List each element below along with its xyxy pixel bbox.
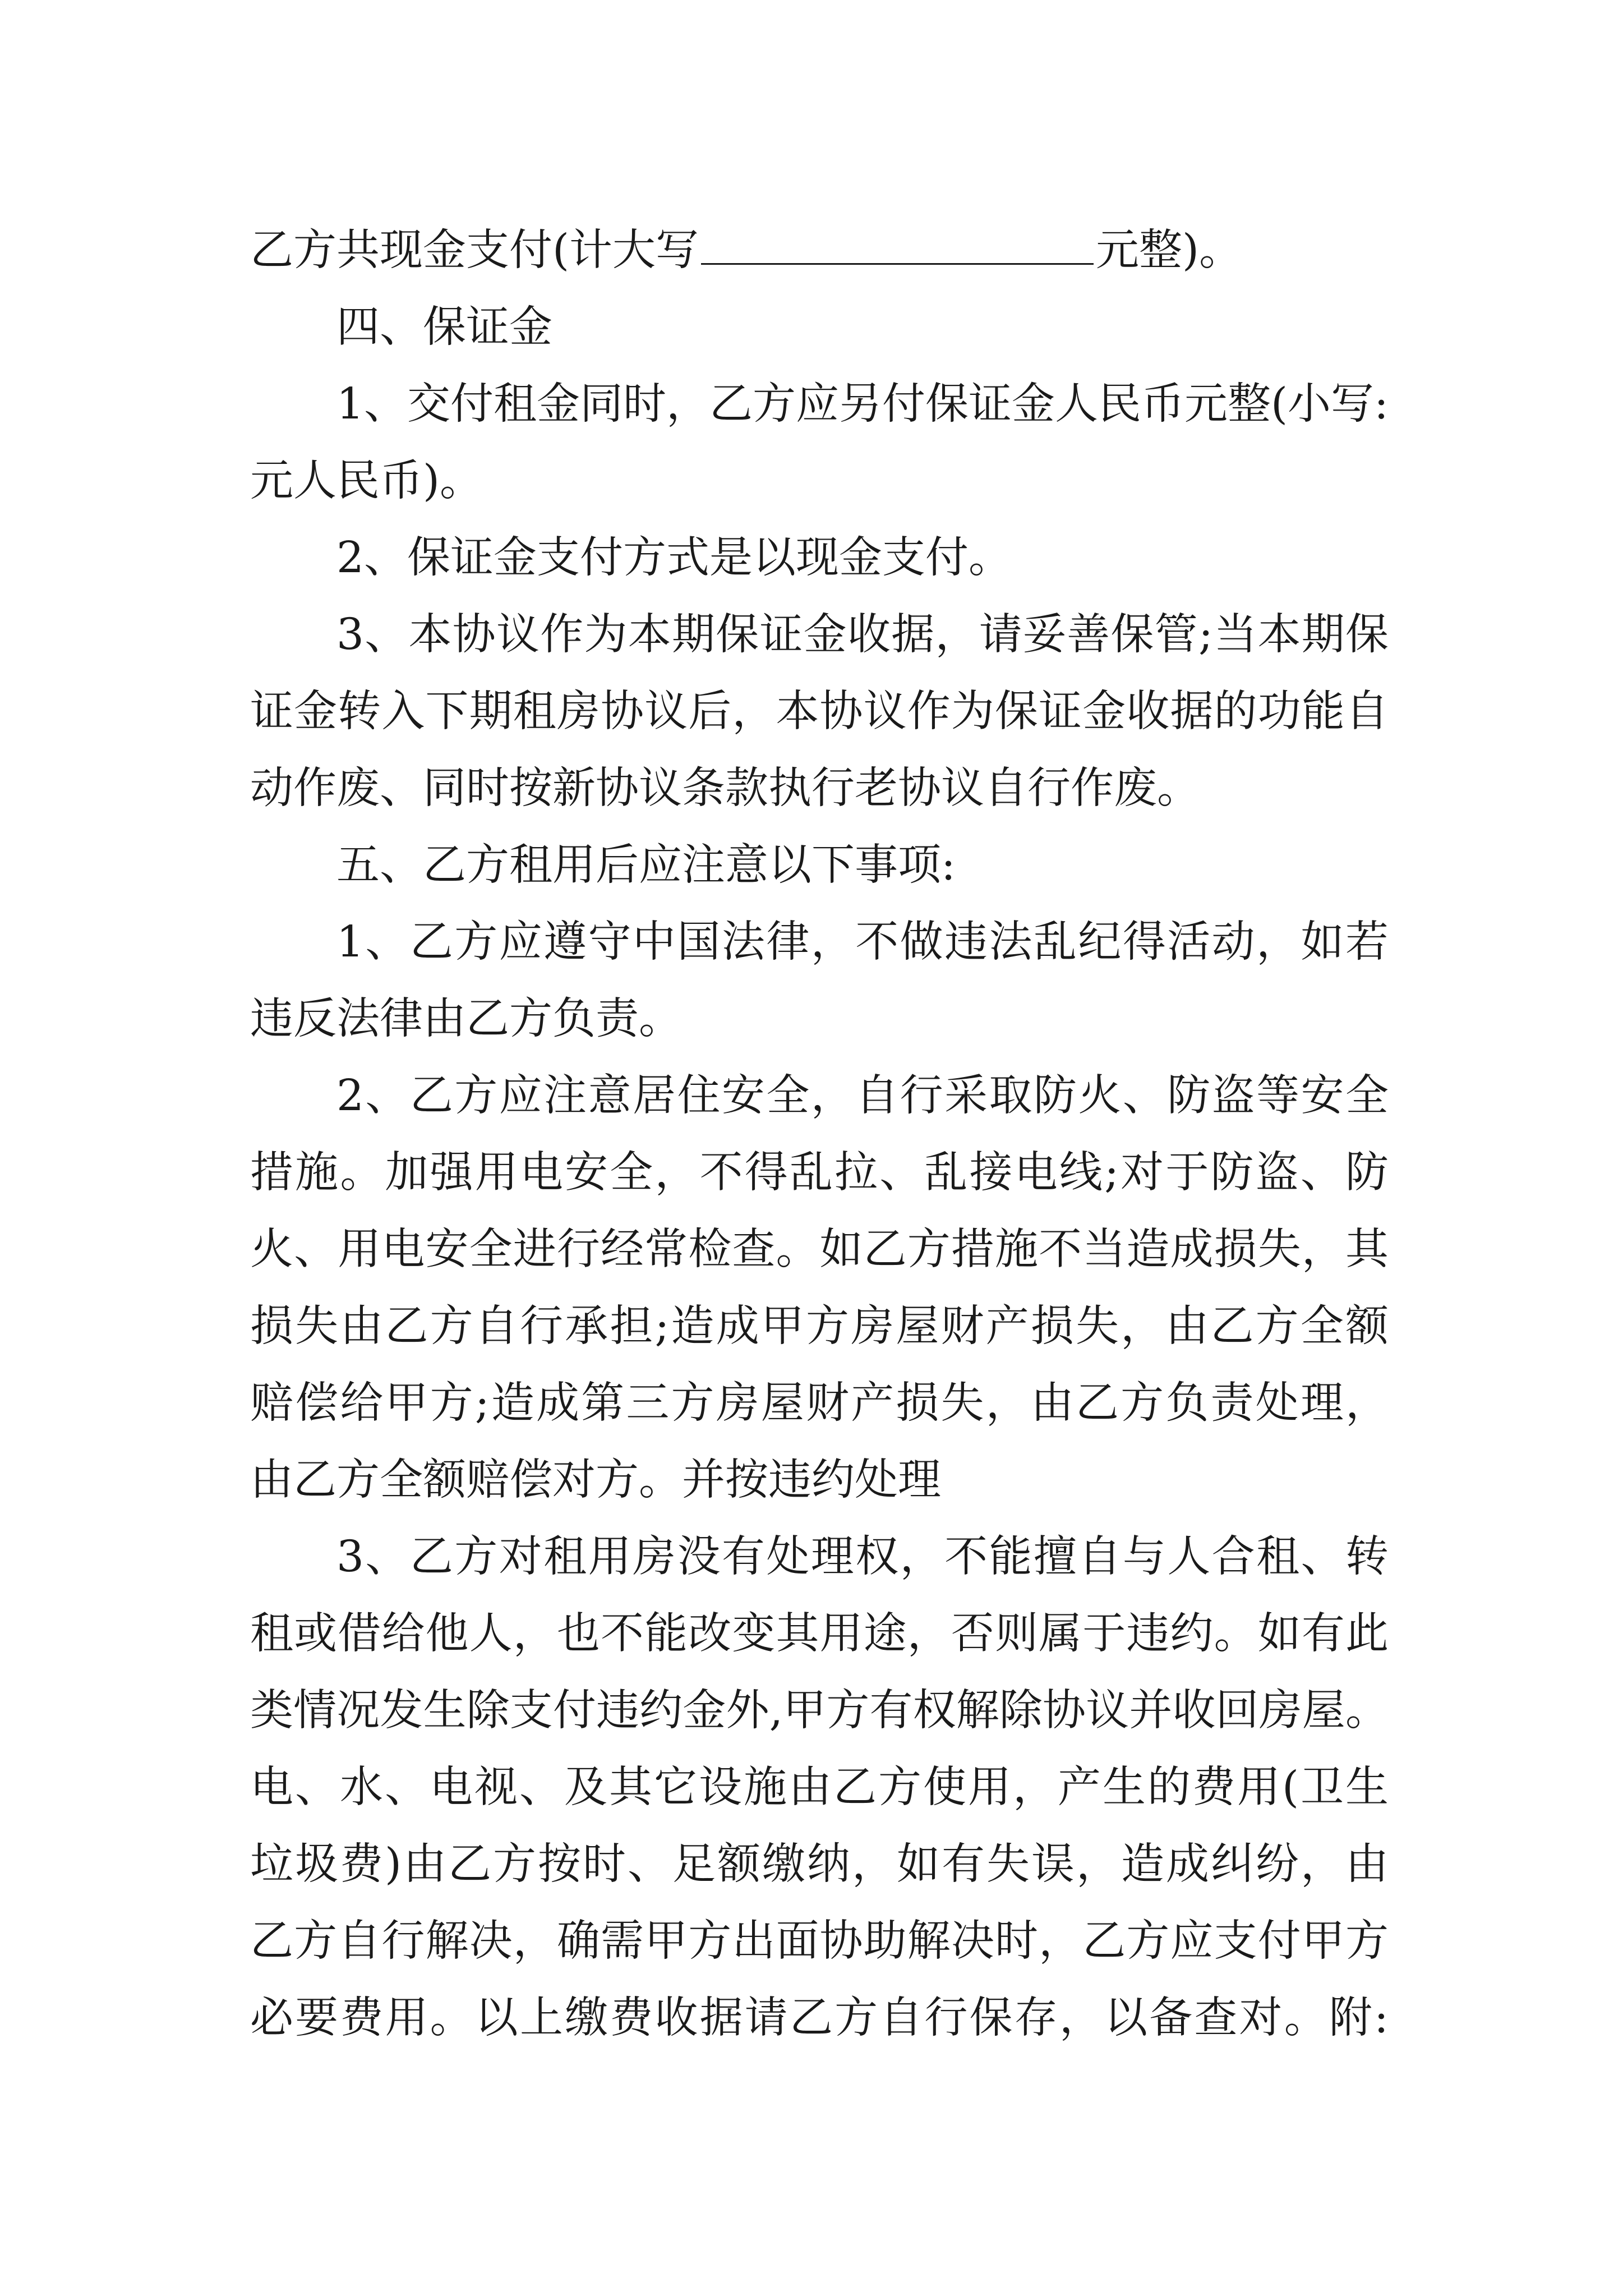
text-line: 由乙方全额赔偿对方。并按违约处理 xyxy=(250,1455,941,1505)
text-line: 火、用电安全进行经常检查。如乙方措施不当造成损失，其 xyxy=(250,1225,1389,1274)
text-line: 损失由乙方自行承担;造成甲方房屋财产损失，由乙方全额 xyxy=(250,1301,1389,1351)
text-line: 电、水、电视、及其它设施由乙方使用，产生的费用(卫生 xyxy=(250,1763,1389,1812)
text-line: 垃圾费)由乙方按时、足额缴纳，如有失误，造成纠纷，由 xyxy=(250,1839,1389,1889)
section-heading-notes: 五、乙方租用后应注意以下事项: xyxy=(336,840,956,890)
text-line-end: 元整)。 xyxy=(1096,226,1243,275)
amount-blank-underline xyxy=(701,224,1094,265)
text-line: 动作废、同时按新协议条款执行老协议自行作废。 xyxy=(250,763,1200,813)
text-line: 2、保证金支付方式是以现金支付。 xyxy=(336,533,1012,583)
text-line: 违反法律由乙方负责。 xyxy=(250,994,682,1044)
text-line: 乙方自行解决，确需甲方出面协助解决时，乙方应支付甲方 xyxy=(250,1916,1389,1966)
text-line: 措施。加强用电安全，不得乱拉、乱接电线;对于防盗、防 xyxy=(250,1148,1389,1198)
text-line: 赔偿给甲方;造成第三方房屋财产损失，由乙方负责处理， xyxy=(250,1378,1389,1428)
text-line: 3、本协议作为本期保证金收据，请妥善保管;当本期保 xyxy=(336,610,1389,660)
text-line: 2、乙方应注意居住安全，自行采取防火、防盗等安全 xyxy=(336,1071,1389,1121)
text-line: 元人民币)。 xyxy=(250,456,483,506)
text-line-start: 乙方共现金支付(计大写 xyxy=(250,226,699,275)
text-line: 1、乙方应遵守中国法律，不做违法乱纪得活动，如若 xyxy=(336,917,1389,967)
document-body xyxy=(250,212,1389,2056)
text-line: 证金转入下期租房协议后，本协议作为保证金收据的功能自 xyxy=(250,687,1389,737)
text-line: 3、乙方对租用房没有处理权，不能擅自与人合租、转 xyxy=(336,1532,1389,1582)
text-line: 必要费用。以上缴费收据请乙方自行保存，以备查对。附: xyxy=(250,1993,1389,2043)
text-line xyxy=(250,212,1389,289)
text-line: 1、交付租金同时，乙方应另付保证金人民币元整(小写: xyxy=(336,379,1389,429)
text-line: 租或借给他人，也不能改变其用途，否则属于违约。如有此 xyxy=(250,1609,1389,1659)
section-heading-deposit: 四、保证金 xyxy=(336,302,552,352)
text-line: 类情况发生除支付违约金外,甲方有权解除协议并收回房屋。 xyxy=(250,1686,1389,1736)
